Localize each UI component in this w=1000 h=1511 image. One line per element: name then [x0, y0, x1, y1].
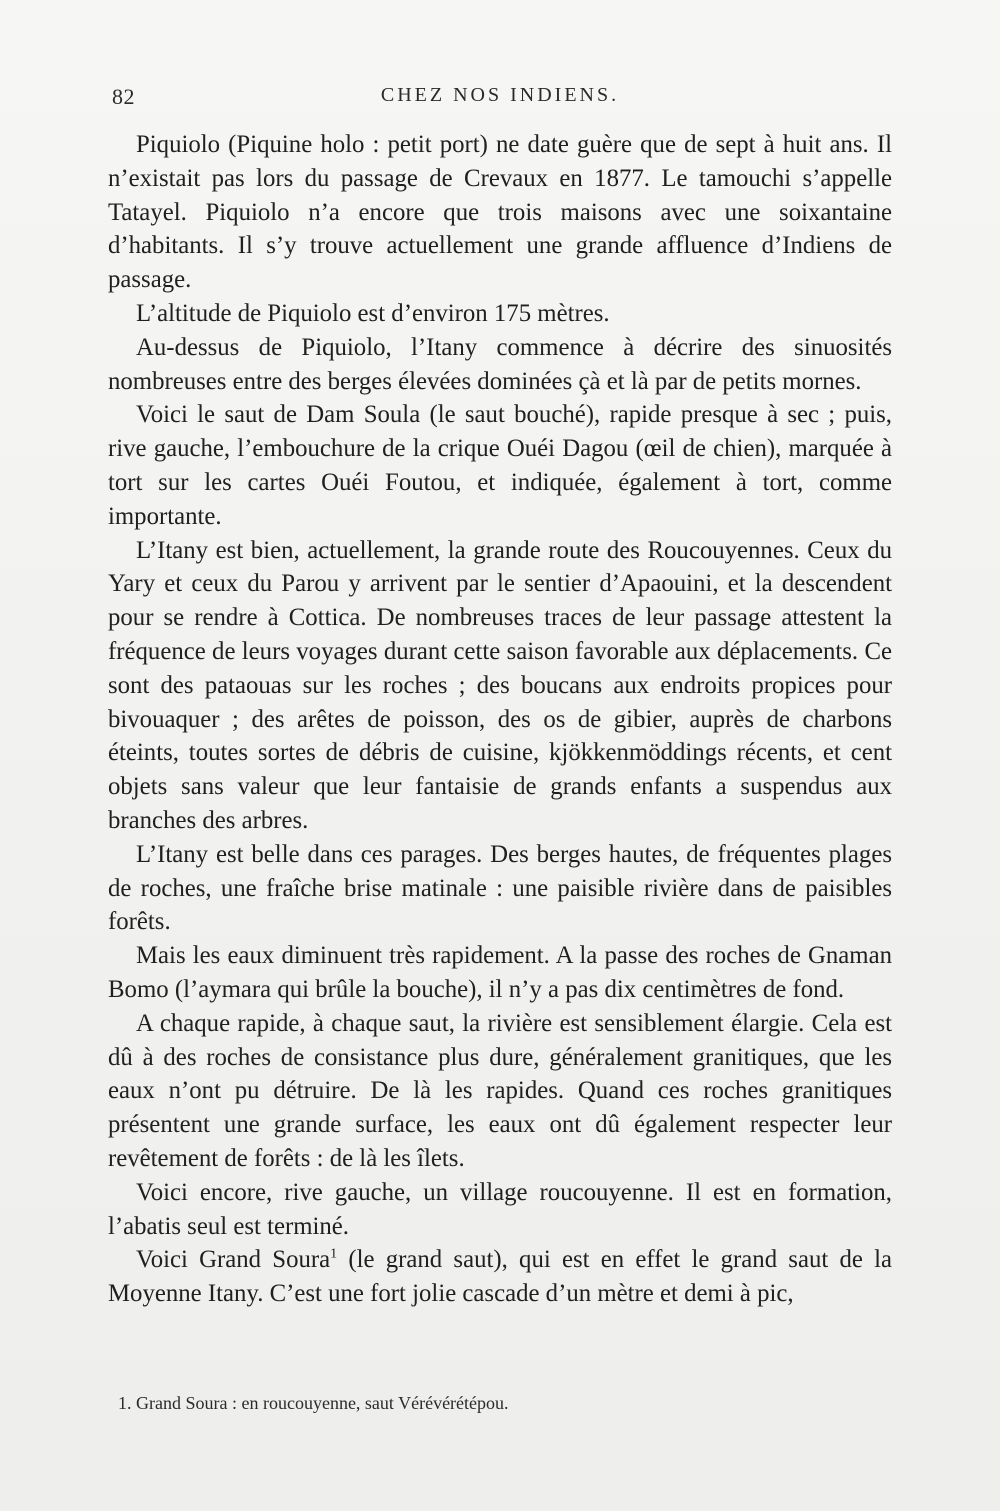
paragraph: Voici encore, rive gauche, un village roucouyenne. Il est en formation, l’abatis seul est terminé.: [108, 1178, 892, 1240]
body-text: [108, 128, 892, 1311]
paragraph-last: [108, 1243, 892, 1311]
paragraph: Piquiolo (Piquine holo : petit port) ne date guère que de sept à huit ans. Il n’existait pas lors du passage de Crevaux en 1877. Le tamouchi s’appelle Tatayel. Piquiolo n’a encore que trois maisons avec une soixantaine d’habitants. Il s’y trouve actuellement une grande affluence d’Indiens de passage.: [108, 131, 892, 294]
paragraph: A chaque rapide, à chaque saut, la rivière est sensiblement élargie. Cela est dû à des roches de consistance plus dure, généralement granitiques, que les eaux n’ont pu détruire. De là les rapides. Quand ces roches granitiques présentent une grande surface, les eaux ont dû également respecter leur revêtement de forêts : de là les îlets.: [108, 1009, 892, 1172]
page-header: [110, 84, 890, 118]
paragraph: Voici le saut de Dam Soula (le saut bouché), rapide presque à sec ; puis, rive gauche, l’embouchure de la crique Ouéi Dagou (œil de chien), marquée à tort sur les cartes Ouéi Foutou, et indiquée, également à tort, comme importante.: [108, 401, 892, 530]
paragraph-text: (le grand saut), qui est en effet le grand saut de la Moyenne Itany. C’est une fort jolie cascade d’un mètre et demi à pic,: [108, 1246, 892, 1308]
running-title: CHEZ NOS INDIENS.: [380, 84, 620, 106]
paragraph: Mais les eaux diminuent très rapidement. A la passe des roches de Gnaman Bomo (l’aymara qui brûle la bouche), il n’y a pas dix centimètres de fond.: [108, 942, 892, 1003]
paragraph: L’Itany est bien, actuellement, la grande route des Roucouyennes. Ceux du Yary et ceux du Parou y arrivent par le sentier d’Apaouini, et la descendent pour se rendre à Cottica. De nombreuses traces de leur passage attestent la fréquence de leurs voyages durant cette saison favorable aux déplacements. Ce sont des pataouas sur les roches ; des boucans aux endroits propices pour bivouaquer ; des arêtes de poisson, des os de gibier, auprès de charbons éteints, toutes sortes de débris de cuisine, kjökkenmöddings récents, et cent objets sans valeur que leur fantaisie de grands enfants a suspendus aux branches des arbres.: [108, 536, 892, 834]
paragraph: L’Itany est belle dans ces parages. Des berges hautes, de fréquentes plages de roches, une fraîche brise matinale : une paisible rivière dans de paisibles forêts.: [108, 840, 892, 936]
paragraph-text: Voici Grand Soura: [136, 1246, 331, 1274]
paragraph: Au-dessus de Piquiolo, l’Itany commence à décrire des sinuosités nombreuses entre des berges élevées dominées çà et là par de petits mornes.: [108, 333, 892, 395]
paragraph: L’altitude de Piquiolo est d’environ 175 mètres.: [136, 299, 610, 327]
footnote: 1. Grand Soura : en roucouyenne, saut Vérévérétépou.: [118, 1393, 509, 1413]
footnotes: [118, 1391, 878, 1415]
page-number: 82: [112, 84, 135, 109]
footnote-reference[interactable]: 1: [330, 1247, 338, 1263]
